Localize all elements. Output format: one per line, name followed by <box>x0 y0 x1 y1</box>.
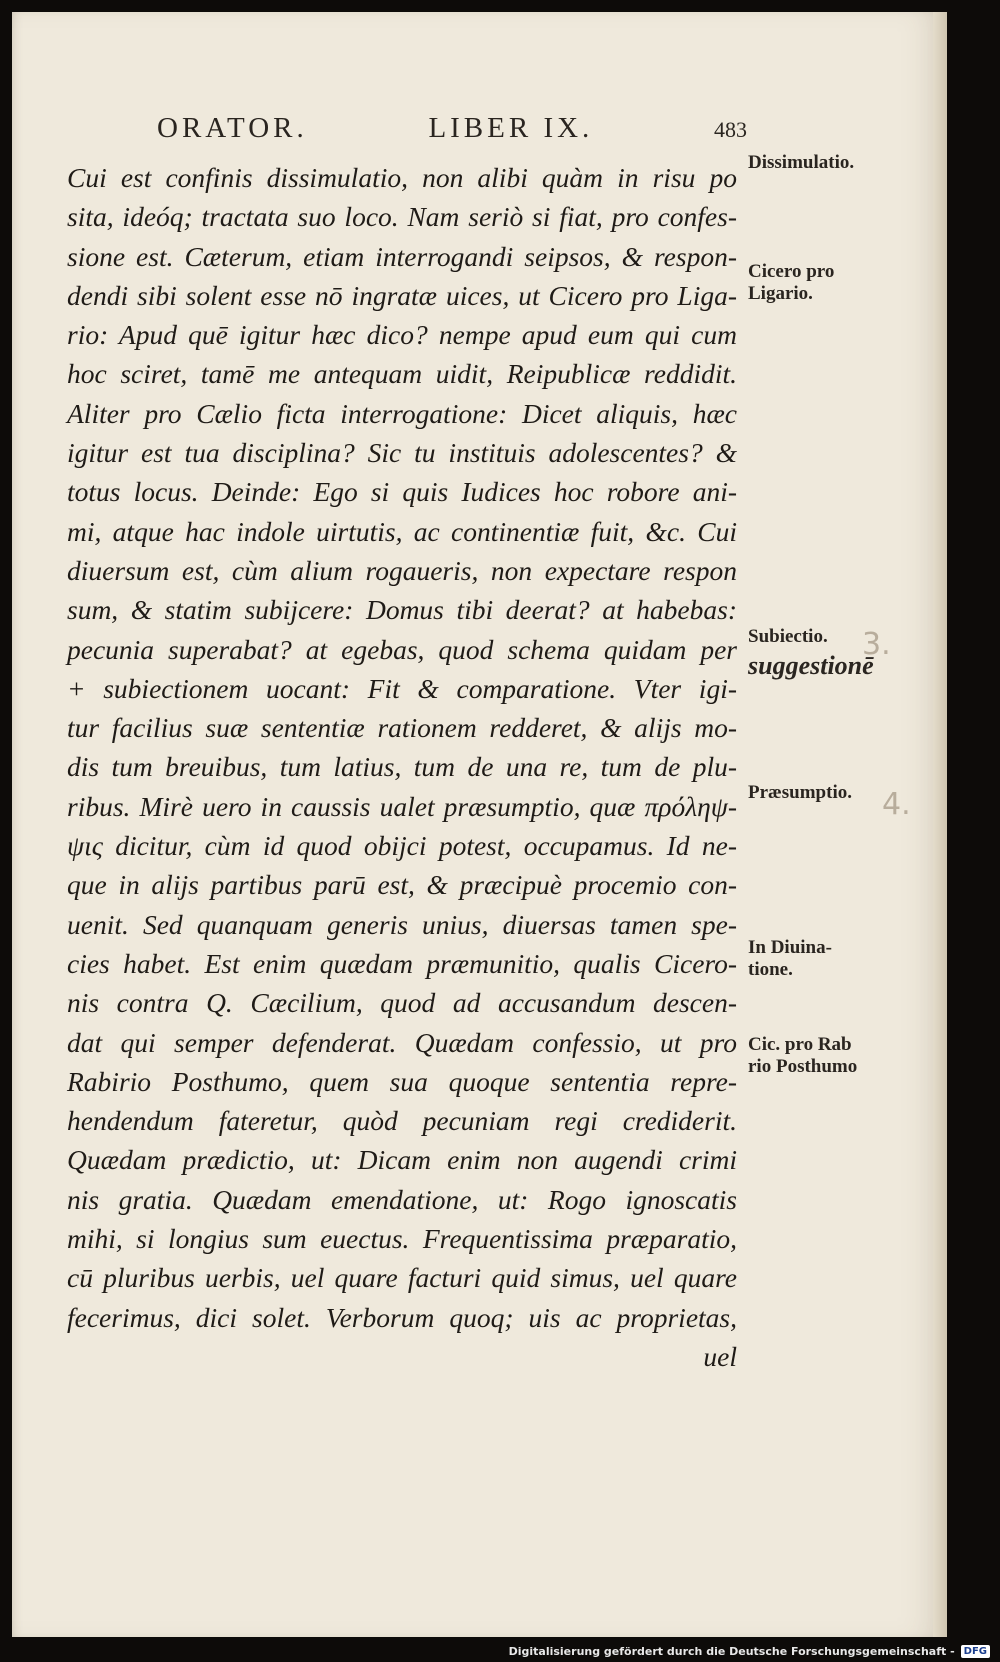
margin-note-cicero-ligario-1: Cicero pro <box>748 261 835 282</box>
text-line: que in alijs partibus parū est, & præcipuè procemio con- <box>67 869 737 901</box>
page-edge <box>933 12 947 1637</box>
running-head <box>157 112 747 145</box>
text-line: rio: Apud quē igitur hæc dico? nempe apud eum qui cum <box>67 319 737 351</box>
text-line: cies habet. Est enim quædam præmunitio, qualis Cicero- <box>67 947 737 979</box>
text-line: uenit. Sed quanquam generis unius, diuersas tamen spe- <box>67 908 737 940</box>
text-line: mi, atque hac indole uirtutis, ac continentiæ fuit, &c. Cui <box>67 515 737 547</box>
text-line: dat qui semper defenderat. Quædam confessio, ut pro <box>67 1026 737 1058</box>
margin-note-praesumptio: Præsumptio. <box>748 782 852 803</box>
text-line: igitur est tua disciplina? Sic tu instituis adolescentes? & <box>67 437 737 469</box>
text-line: dis tum breuibus, tum latius, tum de una re, tum de plu- <box>67 751 737 783</box>
text-line: Cui est confinis dissimulatio, non alibi quàm in risu po <box>67 162 737 193</box>
text-line: + subiectionem uocant: Fit & comparatione. Vter igi- <box>67 672 737 704</box>
text-line: fecerimus, dici solet. Verborum quoq; uis ac proprietas, <box>67 1301 737 1333</box>
page-number: 483 <box>714 117 747 142</box>
margin-note-rabirio-2: rio Posthumo <box>748 1056 858 1077</box>
running-head-book: LIBER IX. <box>428 112 594 144</box>
margin-note-subiectio: Subiectio. <box>748 626 828 647</box>
text-line: hoc sciret, tamē me antequam uidit, Reipublicæ reddidit. <box>67 358 737 390</box>
pencil-mark-3: 3. <box>862 627 891 662</box>
margin-note-dissimulatio: Dissimulatio. <box>748 152 855 173</box>
margin-note-rabirio-1: Cic. pro Rab <box>748 1034 852 1055</box>
text-line: sum, & statim subijcere: Domus tibi deerat? at habebas: <box>67 594 737 626</box>
text-line: Rabirio Posthumo, quem sua quoque sententia repre- <box>67 1065 737 1097</box>
text-line: nis gratia. Quædam emendatione, ut: Rogo ignoscatis <box>67 1183 737 1215</box>
footer-credit-text: Digitalisierung gefördert durch die Deutsche Forschungsgemeinschaft - <box>508 1644 955 1658</box>
margin-note-diuinatione-1: In Diuina- <box>748 937 832 958</box>
pencil-mark-4: 4. <box>882 787 911 822</box>
text-line: mihi, si longius sum euectus. Frequentissima præparatio, <box>67 1223 737 1255</box>
text-line: cū pluribus uerbis, uel quare facturi quid simus, uel quare <box>67 1262 737 1294</box>
text-line: ribus. Mirè uero in caussis ualet præsumptio, quæ πρόληψ- <box>67 790 737 822</box>
dfg-logo-icon: DFG <box>961 1645 990 1658</box>
running-head-title: ORATOR. <box>157 112 308 144</box>
text-line: diuersum est, cùm alium rogaueris, non expectare respon <box>67 554 737 586</box>
margin-note-cicero-ligario-2: Ligario. <box>748 283 813 304</box>
footer-credit <box>509 1642 990 1660</box>
text-line: uel <box>703 1340 737 1372</box>
main-text-block <box>67 158 737 1376</box>
margin-note-suggestione: suggestionē <box>748 651 874 680</box>
book-page <box>12 12 947 1637</box>
text-line: ψις dicitur, cùm id quod obijci potest, occupamus. Id ne- <box>67 830 737 862</box>
text-line: nis contra Q. Cæcilium, quod ad accusandum descen- <box>67 987 737 1019</box>
margin-note-diuinatione-2: tione. <box>748 959 793 980</box>
text-line: pecunia superabat? at egebas, quod schema quidam per <box>67 633 737 665</box>
text-line: hendendum fateretur, quòd pecuniam regi crediderit. <box>67 1105 737 1137</box>
text-line: dendi sibi solent esse nō ingratæ uices, ut Cicero pro Liga- <box>67 279 737 311</box>
text-line: totus locus. Deinde: Ego si quis Iudices hoc robore ani- <box>67 476 737 508</box>
text-line: sione est. Cæterum, etiam interrogandi seipsos, & respon- <box>67 240 737 272</box>
text-line: Aliter pro Cælio ficta interrogatione: Dicet aliquis, hæc <box>67 397 737 429</box>
text-line: Quædam prædictio, ut: Dicam enim non augendi crimi <box>67 1144 737 1176</box>
text-line: tur facilius suæ sententiæ rationem redderet, & alijs mo- <box>67 712 737 744</box>
text-line: sita, ideóq; tractata suo loco. Nam seriò si fiat, pro confes- <box>67 201 737 233</box>
